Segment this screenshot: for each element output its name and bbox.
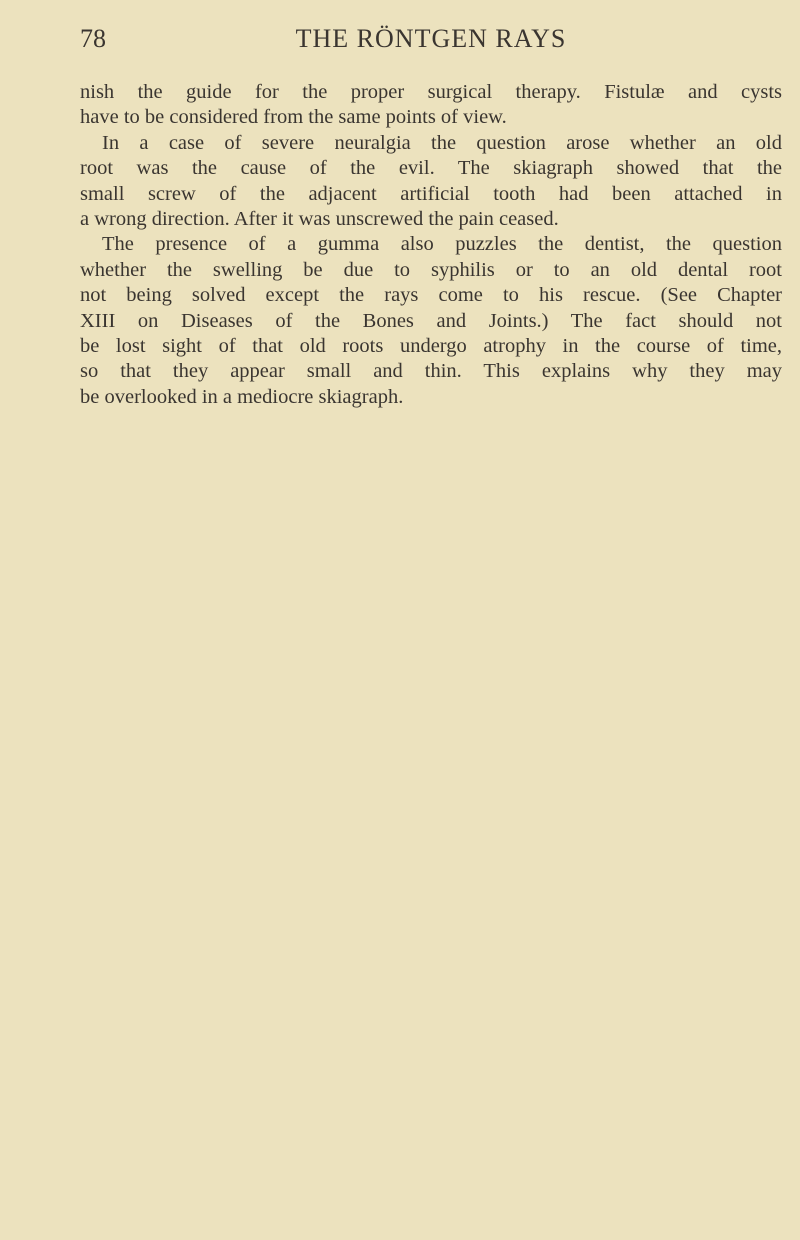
text-line: be overlooked in a mediocre skiagraph. [80, 385, 404, 408]
paragraph-2 [80, 131, 782, 233]
text-line: so that they appear small and thin. This explains why they may [80, 360, 782, 383]
text-line: whether the swelling be due to syphilis or to an old dental root [80, 258, 782, 281]
paragraph-1 [80, 80, 782, 131]
paragraph-3 [80, 232, 782, 410]
text-line: a wrong direction. After it was unscrewed the pain ceased. [80, 207, 559, 230]
page-number: 78 [80, 24, 106, 53]
text-line: The presence of a gumma also puzzles the dentist, the question [102, 233, 782, 256]
text-line: XIII on Diseases of the Bones and Joints.) The fact should not [80, 309, 782, 332]
running-title: THE RÖNTGEN RAYS [295, 24, 567, 53]
text-line: not being solved except the rays come to his rescue. (See Chapter [80, 284, 782, 307]
text-line: nish the guide for the proper surgical therapy. Fistulæ and cysts [80, 81, 782, 103]
page-header [80, 24, 782, 54]
text-line: In a case of severe neuralgia the question arose whether an old [102, 131, 782, 154]
body-text [80, 80, 782, 410]
text-line: root was the cause of the evil. The skiagraph showed that the [80, 157, 782, 180]
text-line: small screw of the adjacent artificial tooth had been attached in [80, 182, 782, 205]
text-line: be lost sight of that old roots undergo atrophy in the course of time, [80, 334, 782, 357]
text-line: have to be considered from the same points of view. [80, 106, 507, 129]
